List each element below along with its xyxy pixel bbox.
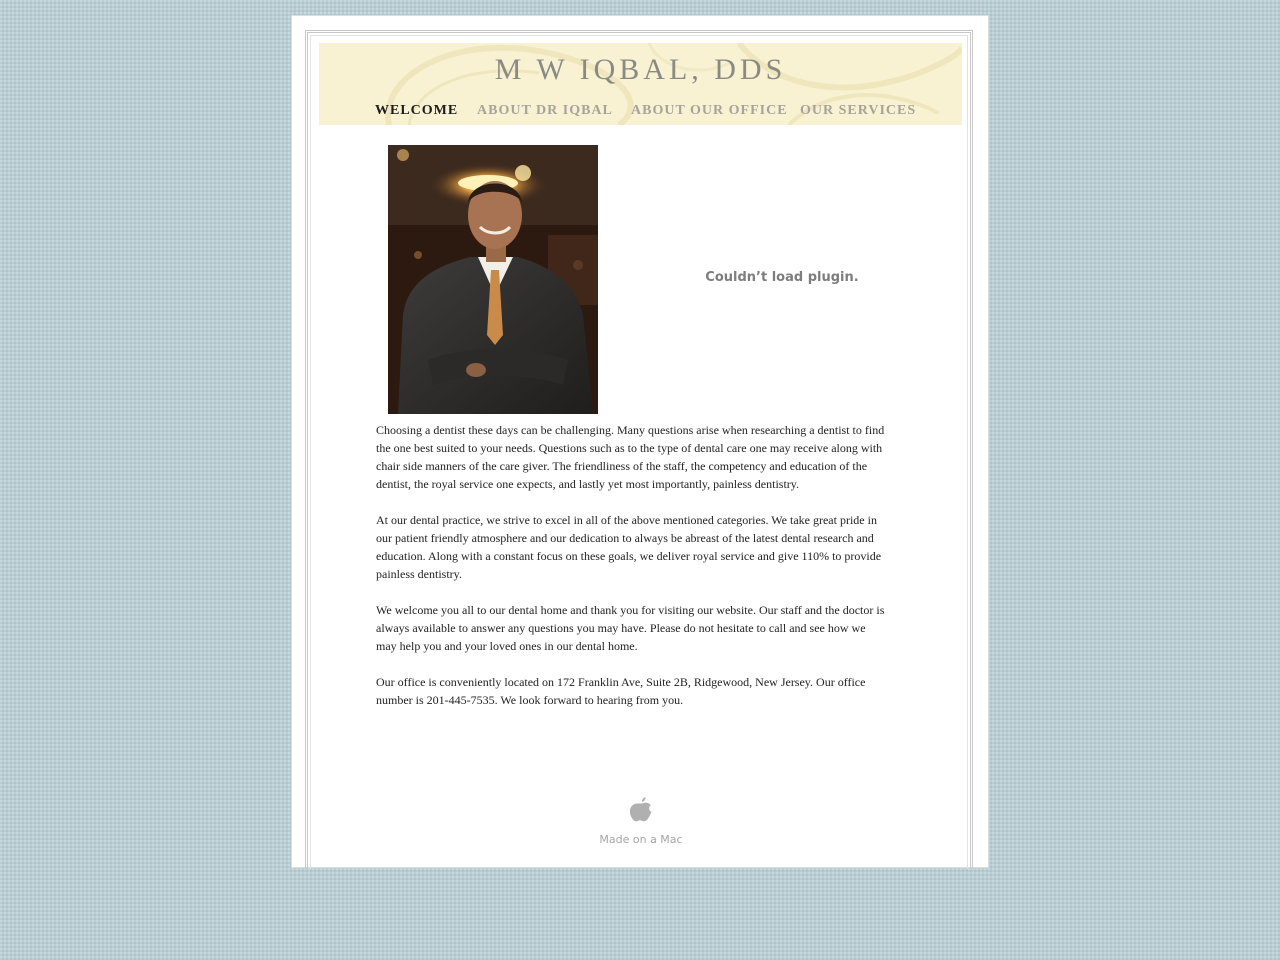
nav-item-about-our-office[interactable]: ABOUT OUR OFFICE <box>631 103 788 118</box>
paragraph: We welcome you all to our dental home and thank you for visiting our website. Our staff and the doctor is always available to answer any questions you may have. Please do not hesitate to call and see how we may help you and your loved ones in our dental home. <box>376 603 885 653</box>
nav-item-our-services[interactable]: OUR SERVICES <box>800 103 917 118</box>
plugin-error-message: Couldn’t load plugin. <box>705 270 859 285</box>
nav-item-welcome[interactable]: WELCOME <box>375 103 459 118</box>
paragraph: At our dental practice, we strive to excel in all of the above mentioned categories. We take great pride in our patient friendly atmosphere and our dedication to always be abreast of the latest dental research and education. Along with a constant focus on these goals, we deliver royal service and give 110% to provide painless dentistry. <box>376 513 882 581</box>
made-on-a-mac-label[interactable]: Made on a Mac <box>599 833 683 846</box>
page-container <box>291 15 989 868</box>
doctor-photo-image <box>388 145 598 414</box>
welcome-content <box>376 421 886 727</box>
site-title: M W IQBAL, DDS <box>494 53 787 86</box>
paragraph: Choosing a dentist these days can be challenging. Many questions arise when researching a dentist to find the one best suited to your needs. Questions such as to the type of dental care one may receive along with chair side manners of the care giver. The friendliness of the staff, the competency and education of the dentist, the royal service one expects, and lastly yet most importantly, painless dentistry. <box>376 423 885 491</box>
doctor-photo <box>388 145 598 414</box>
site-header <box>319 43 962 125</box>
paragraph: Our office is conveniently located on 172 Franklin Ave, Suite 2B, Ridgewood, New Jersey. Our office number is 201-445-7535. We look forward to hearing from you. <box>376 675 866 707</box>
main-nav <box>319 103 962 123</box>
nav-item-about-dr-iqbal[interactable]: ABOUT DR IQBAL <box>477 103 613 118</box>
made-on-a-mac-badge[interactable] <box>591 796 691 846</box>
apple-icon <box>629 796 653 824</box>
